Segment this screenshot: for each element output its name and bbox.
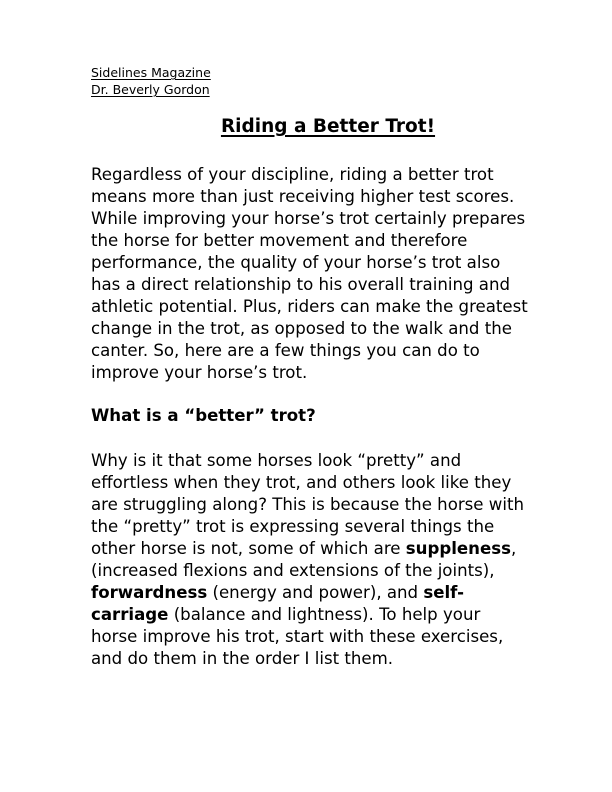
- paragraph-line: the “pretty” trot is expressing several things the: [91, 517, 495, 536]
- paragraph-line: change in the trot, as opposed to the walk and the: [91, 319, 512, 338]
- paragraph-line: are struggling along? This is because the horse with: [91, 495, 525, 514]
- paragraph-line: effortless when they trot, and others look like they: [91, 473, 512, 492]
- term-self-carriage-end: carriage: [91, 605, 169, 624]
- paragraph-line: athletic potential. Plus, riders can make the greatest: [91, 297, 528, 316]
- paragraph-line: canter. So, here are a few things you can do to: [91, 341, 480, 360]
- paragraph-line: (increased flexions and extensions of the joints),: [91, 561, 495, 580]
- term-suppleness: suppleness: [405, 539, 512, 558]
- paragraph-line: has a direct relationship to his overall training and: [91, 275, 510, 294]
- line-text: (energy and power), and: [207, 583, 424, 602]
- section-paragraph: [91, 450, 581, 670]
- paragraph-line: [91, 538, 581, 560]
- author-name: Dr. Beverly Gordon: [91, 82, 210, 97]
- term-self-carriage-start: self-: [423, 583, 464, 602]
- paragraph-line: While improving your horse’s trot certainly prepares: [91, 209, 526, 228]
- term-forwardness: forwardness: [91, 583, 208, 602]
- publication-name: Sidelines Magazine: [91, 65, 211, 80]
- article-title: Riding a Better Trot!: [220, 116, 436, 137]
- paragraph-line: Why is it that some horses look “pretty” and: [91, 451, 462, 470]
- line-text: ,: [511, 539, 517, 558]
- line-text: (balance and lightness). To help your: [168, 605, 481, 624]
- section-heading: What is a “better” trot?: [91, 406, 316, 425]
- article-header: [91, 64, 211, 98]
- line-text: other horse is not, some of which are: [91, 539, 406, 558]
- paragraph-line: [91, 604, 581, 626]
- paragraph-line: [91, 582, 581, 604]
- paragraph-line: horse improve his trot, start with these exercises,: [91, 627, 504, 646]
- paragraph-line: Regardless of your discipline, riding a better trot: [91, 165, 494, 184]
- paragraph-line: means more than just receiving higher test scores.: [91, 187, 515, 206]
- intro-paragraph: [91, 164, 581, 384]
- paragraph-line: performance, the quality of your horse’s trot also: [91, 253, 501, 272]
- paragraph-line: the horse for better movement and therefore: [91, 231, 468, 250]
- paragraph-line: improve your horse’s trot.: [91, 363, 308, 382]
- paragraph-line: and do them in the order I list them.: [91, 649, 394, 668]
